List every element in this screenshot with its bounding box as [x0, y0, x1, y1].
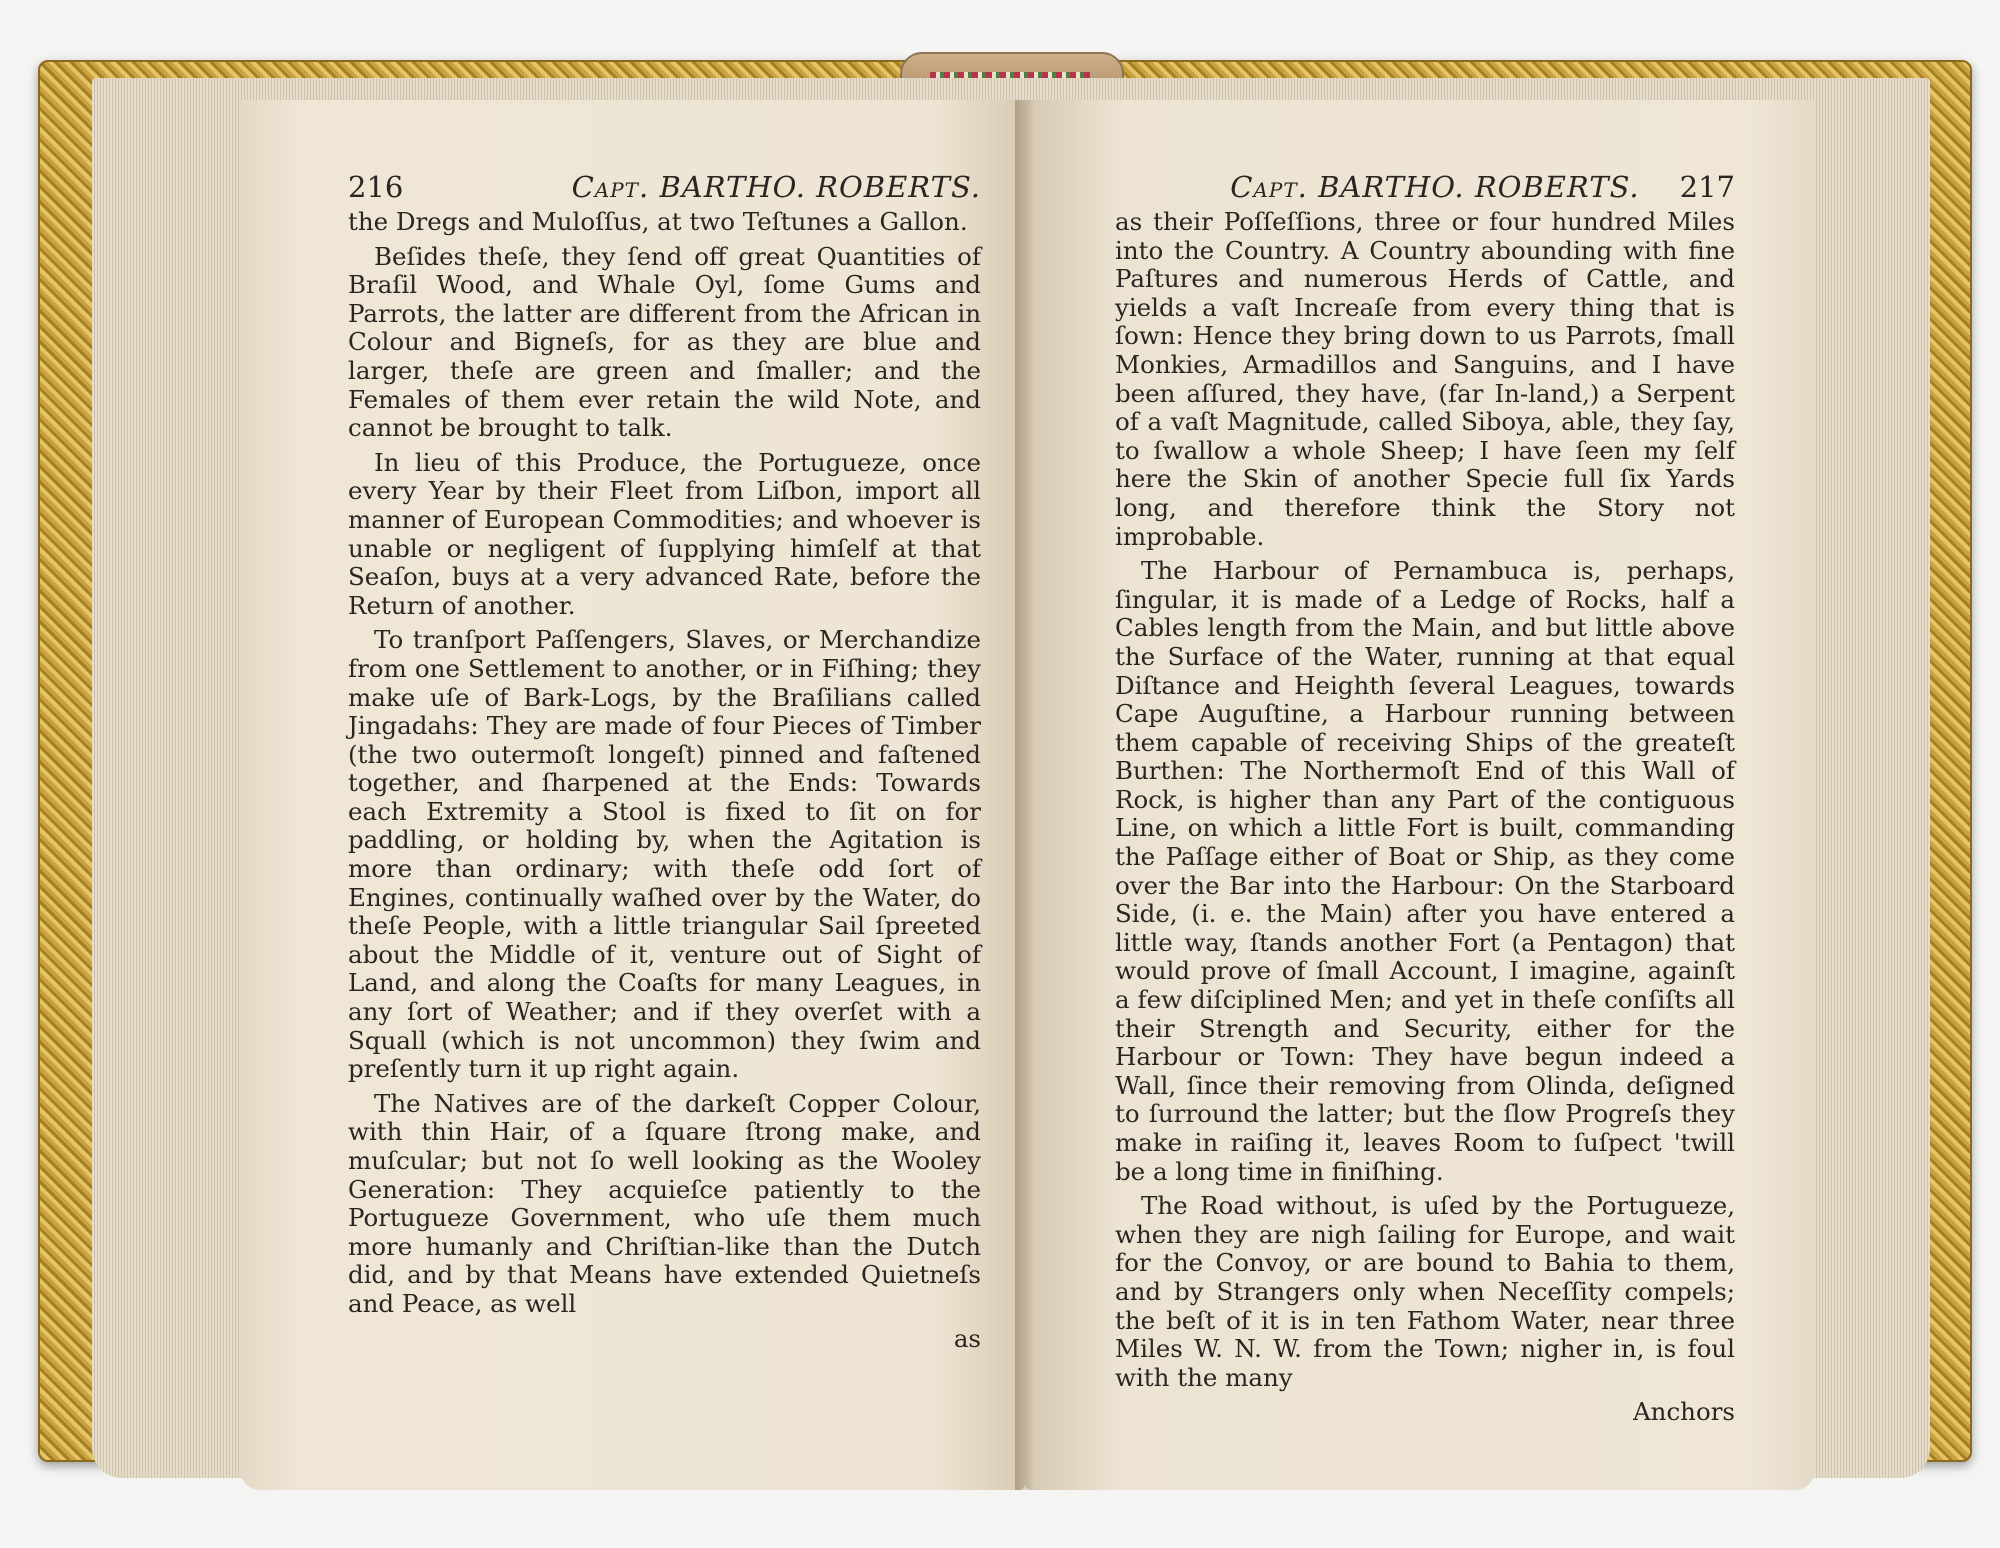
- page-number: 216: [348, 170, 404, 204]
- running-title: Capt. BARTHO. ROBERTS.: [1230, 170, 1640, 204]
- paragraph: The Road without, is uſed by the Portugueze, when they are nigh ſailing for Europe, and wait for the Convoy, or are bound to Bahia to them, and by Strangers only when Neceſſity compels; the beſt of it is in ten Fathom Water, near three Miles W. N. W. from the Town; nigher in, is foul with the many: [1115, 1191, 1735, 1392]
- page-number: 217: [1679, 170, 1735, 204]
- paragraph: The Natives are of the darkeſt Copper Colour, with thin Hair, of a ſquare ſtrong make, and muſcular; but not ſo well looking as the Wooley Generation: They acquieſce patiently to the Portugueze Government, who uſe them much more humanly and Chriſtian-like than the Dutch did, and by that Means have extended Quietneſs and Peace, as well: [348, 1088, 981, 1318]
- paragraph: The Harbour of Pernambuca is, perhaps, ſingular, it is made of a Ledge of Rocks, half a Cables length from the Main, and but little above the Surface of the Water, running at that equal Diſtance and Heighth ſeveral Leagues, towards Cape Auguſtine, a Harbour running between them capable of receiving Ships of the greateſt Burthen: The Northermoſt End of this Wall of Rock, is higher than any Part of the contiguous Line, on which a little Fort is built, commanding the Paſſage either of Boat or Ship, as they come over the Bar into the Harbour: On the Starboard Side, (i. e. the Main) after you have entered a little way, ſtands another Fort (a Pentagon) that would prove of ſmall Account, I imagine, againſt a few diſciplined Men; and yet in theſe conſiſts all their Strength and Security, either for the Harbour or Town: They have begun indeed a Wall, ſince their removing from Olinda, deſigned to ſurround the latter; but the ſlow Progreſs they make in raiſing it, leaves Room to ſuſpect 'twill be a long time in finiſhing.: [1115, 556, 1735, 1186]
- left-page: [240, 100, 1025, 1490]
- paragraph: the Dregs and Muloſſus, at two Teſtunes a Gallon.: [348, 207, 968, 236]
- paragraph: In lieu of this Produce, the Portugueze, once every Year by their Fleet from Liſbon, import all manner of European Commodities; and whoever is unable or negligent of ſupplying himſelf at that Seaſon, buys at a very advanced Rate, before the Return of another.: [348, 447, 981, 620]
- running-title: Capt. BARTHO. ROBERTS.: [571, 170, 981, 204]
- catchword: as: [953, 1323, 981, 1353]
- catchword: Anchors: [1632, 1397, 1735, 1427]
- paragraph: as their Poſſeſſions, three or four hundred Miles into the Country. A Country abounding with fine Paſtures and numerous Herds of Cattle, and yields a vaſt Increaſe from every thing that is ſown: Hence they bring down to us Parrots, ſmall Monkies, Armadillos and Sanguins, and I have been aſſured, they have, (far In-land,) a Serpent of a vaſt Magnitude, called Siboya, able, they ſay, to ſwallow a whole Sheep; I have ſeen my ſelf here the Skin of another Specie full ſix Yards long, and therefore think the Story not improbable.: [1115, 207, 1735, 551]
- running-head-right: [1115, 170, 1735, 204]
- paragraph: Beſides theſe, they ſend off great Quantities of Braſil Wood, and Whale Oyl, ſome Gums and Parrots, the latter are different from the African in Colour and Bigneſs, for as they are blue and larger, theſe are green and ſmaller; and the Females of them ever retain the wild Note, and cannot be brought to talk.: [348, 241, 981, 443]
- running-head-left: [348, 170, 981, 204]
- gutter-shadow: [1015, 100, 1035, 1490]
- paragraph: To tranſport Paſſengers, Slaves, or Merchandize from one Settlement to another, or in Fiſhing; they make uſe of Bark-Logs, by the Braſilians called Jingadahs: They are made of four Pieces of Timber (the two outermoſt longeſt) pinned and faſtened together, and ſharpened at the Ends: Towards each Extremity a Stool is fixed to ſit on for paddling, or holding by, when the Agitation is more than ordinary; with theſe odd ſort of Engines, continually waſhed over by the Water, do theſe People, with a little triangular Sail ſpreeted about the Middle of it, venture out of Sight of Land, and along the Coaſts for many Leagues, in any ſort of Weather; and if they overſet with a Squall (which is not uncommon) they ſwim and preſently turn it up right again.: [348, 625, 981, 1084]
- right-page: [1025, 100, 1815, 1490]
